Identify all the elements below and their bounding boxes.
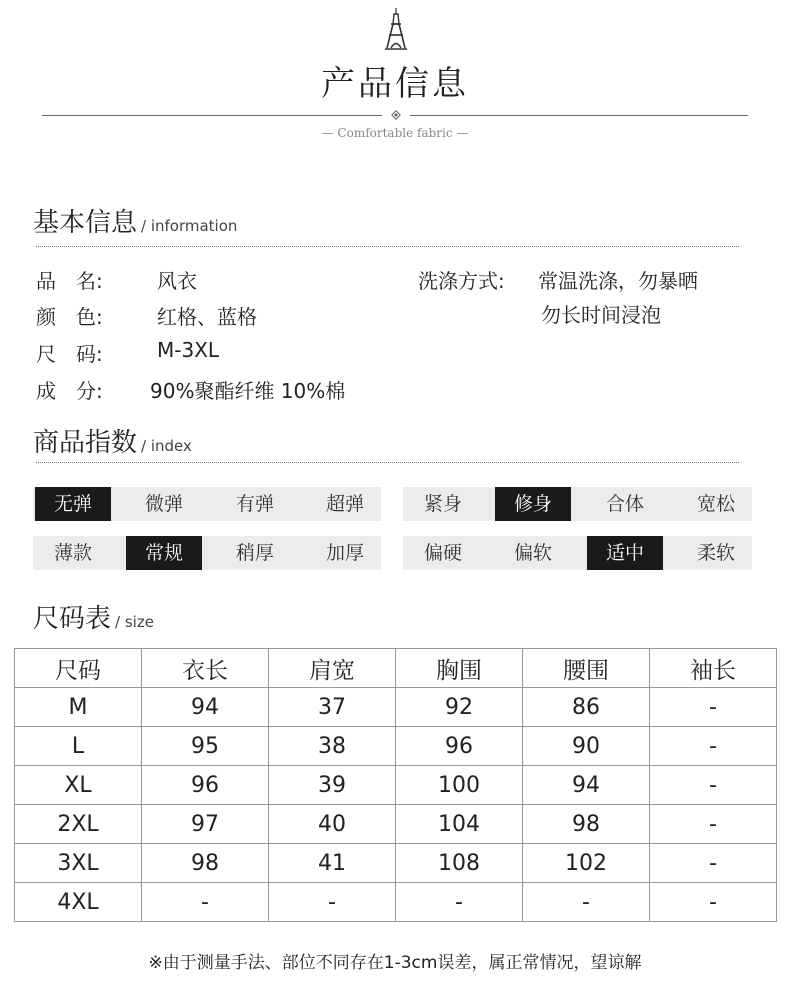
table-cell: L — [15, 727, 142, 766]
column-header: 腰围 — [523, 649, 650, 688]
index-tag: 薄款 — [53, 542, 92, 564]
index-tag: 紧身 — [423, 493, 462, 515]
section-title-size: 尺码表 / size — [33, 604, 154, 634]
table-cell: 40 — [269, 805, 396, 844]
section-divider — [36, 246, 739, 247]
table-cell: 41 — [269, 844, 396, 883]
table-cell: 39 — [269, 766, 396, 805]
index-tag-fit-selected: 修身 — [495, 487, 571, 521]
table-row — [15, 805, 777, 844]
table-row — [15, 883, 777, 922]
info-value-washing-1: 常温洗涤，勿暴晒 — [538, 269, 698, 293]
table-cell: - — [650, 805, 777, 844]
column-header: 衣长 — [142, 649, 269, 688]
table-cell: - — [523, 883, 650, 922]
table-cell: 2XL — [15, 805, 142, 844]
table-row — [15, 844, 777, 883]
size-table — [14, 648, 777, 922]
section-title-basic-info: 基本信息 / information — [33, 208, 238, 238]
table-cell: 92 — [396, 688, 523, 727]
index-tag: 偏硬 — [423, 542, 462, 564]
table-cell: 37 — [269, 688, 396, 727]
info-label-color: 颜 色: — [36, 305, 103, 329]
table-cell: XL — [15, 766, 142, 805]
table-cell: 96 — [396, 727, 523, 766]
table-cell: - — [269, 883, 396, 922]
index-tag: 柔软 — [696, 542, 735, 564]
column-header: 肩宽 — [269, 649, 396, 688]
diamond-ornament-icon — [390, 109, 402, 121]
header-divider-right — [410, 115, 748, 116]
info-value-name: 风衣 — [157, 269, 197, 293]
index-tag-softness-selected: 适中 — [587, 536, 663, 570]
info-label-material: 成 分: — [36, 379, 103, 403]
info-label-washing: 洗涤方式: — [418, 269, 505, 293]
index-tag: 稍厚 — [235, 542, 274, 564]
index-tag: 宽松 — [696, 493, 735, 515]
table-cell: 94 — [142, 688, 269, 727]
table-row — [15, 688, 777, 727]
table-cell: 4XL — [15, 883, 142, 922]
table-cell: 98 — [523, 805, 650, 844]
table-cell: 100 — [396, 766, 523, 805]
index-tag: 微弹 — [144, 493, 183, 515]
table-cell: 98 — [142, 844, 269, 883]
table-cell: - — [650, 766, 777, 805]
column-header: 尺码 — [15, 649, 142, 688]
index-tag: 偏软 — [513, 542, 552, 564]
table-cell: 97 — [142, 805, 269, 844]
measurement-note: ※由于测量手法、部位不同存在1-3cm误差，属正常情况，望谅解 — [148, 953, 642, 973]
table-header-row — [15, 649, 777, 688]
table-cell: 95 — [142, 727, 269, 766]
table-cell: - — [650, 688, 777, 727]
info-value-material: 90%聚酯纤维 10%棉 — [150, 379, 346, 403]
index-tag: 合体 — [605, 493, 644, 515]
table-row — [15, 727, 777, 766]
table-cell: 108 — [396, 844, 523, 883]
table-cell: - — [650, 727, 777, 766]
section-title-index: 商品指数 / index — [33, 428, 192, 458]
table-cell: 94 — [523, 766, 650, 805]
section-divider — [36, 462, 739, 463]
eiffel-tower-icon — [383, 8, 409, 50]
index-tag: 加厚 — [325, 542, 364, 564]
info-label-name: 品 名: — [36, 269, 103, 293]
index-tag: 超弹 — [325, 493, 364, 515]
table-cell: 96 — [142, 766, 269, 805]
index-tag-thickness-selected: 常规 — [126, 536, 202, 570]
index-tag: 有弹 — [235, 493, 274, 515]
column-header: 胸围 — [396, 649, 523, 688]
page-title: 产品信息 — [321, 64, 469, 104]
table-cell: 90 — [523, 727, 650, 766]
info-value-size: M-3XL — [157, 338, 220, 362]
table-cell: 102 — [523, 844, 650, 883]
column-header: 袖长 — [650, 649, 777, 688]
index-tag-elasticity-selected: 无弹 — [35, 487, 111, 521]
table-cell: - — [650, 844, 777, 883]
table-cell: - — [650, 883, 777, 922]
table-cell: 86 — [523, 688, 650, 727]
table-cell: 38 — [269, 727, 396, 766]
table-cell: - — [396, 883, 523, 922]
table-cell: 104 — [396, 805, 523, 844]
table-cell: 3XL — [15, 844, 142, 883]
table-cell: - — [142, 883, 269, 922]
info-value-color: 红格、蓝格 — [157, 305, 257, 329]
page-subtitle: — Comfortable fabric — — [321, 126, 469, 140]
info-value-washing-2: 勿长时间浸泡 — [541, 303, 661, 327]
info-label-size: 尺 码: — [36, 342, 103, 366]
header-divider-left — [42, 115, 382, 116]
table-cell: M — [15, 688, 142, 727]
table-row — [15, 766, 777, 805]
